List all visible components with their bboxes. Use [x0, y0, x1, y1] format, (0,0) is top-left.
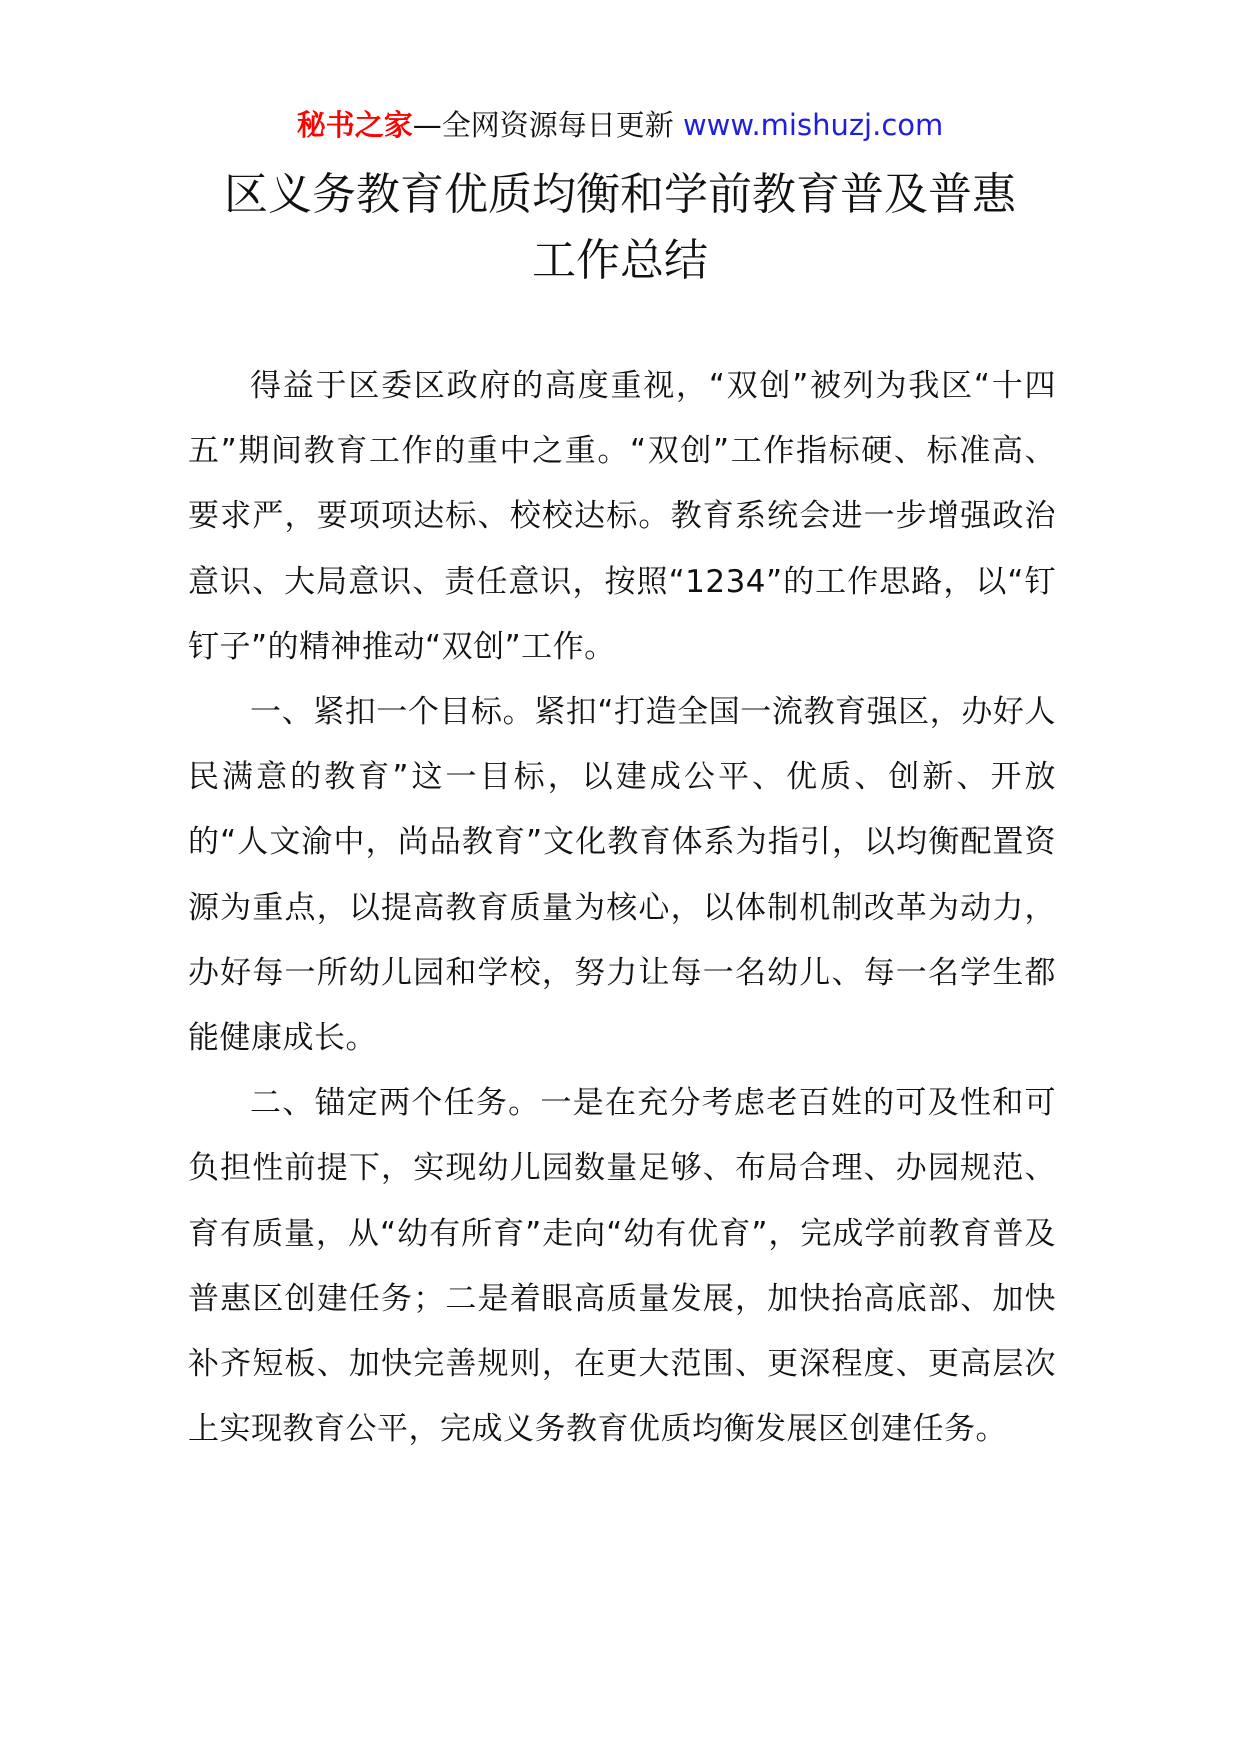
site-slogan: —全网资源每日更新: [412, 108, 674, 142]
paragraph-intro: 得益于区委区政府的高度重视，“双创”被列为我区“十四五”期间教育工作的重中之重。“双创”工作指标硬、标准高、要求严，要项项达标、校校达标。教育系统会进一步增强政治意识、大局意识、责任意识，按照“1234”的工作思路，以“钉钉子”的精神推动“双创”工作。: [188, 368, 1056, 665]
document-body: [188, 354, 1056, 1462]
site-url-link[interactable]: www.mishuzj.com: [682, 108, 944, 142]
paragraph-tasks: 二、锚定两个任务。一是在充分考虑老百姓的可及性和可负担性前提下，实现幼儿园数量足够、布局合理、办园规范、育有质量，从“幼有所育”走向“幼有优育”，完成学前教育普及普惠区创建任务；二是着眼高质量发展，加快抬高底部、加快补齐短板、加快完善规则，在更大范围、更深程度、更高层次上实现教育公平，完成义务教育优质均衡发展区创建任务。: [188, 1085, 1056, 1448]
document-title: [140, 162, 1100, 294]
document-title-line-1: 区义务教育优质均衡和学前教育普及普惠: [224, 169, 1016, 220]
document-title-line-2: 工作总结: [532, 235, 708, 286]
paragraph-goal: 一、紧扣一个目标。紧扣“打造全国一流教育强区，办好人民满意的教育”这一目标，以建成公平、优质、创新、开放的“人文渝中，尚品教育”文化教育体系为指引，以均衡配置资源为重点，以提高教育质量为核心，以体制机制改革为动力，办好每一所幼儿园和学校，努力让每一名幼儿、每一名学生都能健康成长。: [188, 694, 1056, 1057]
site-header: [0, 100, 1240, 150]
site-name: 秘书之家: [296, 108, 413, 142]
